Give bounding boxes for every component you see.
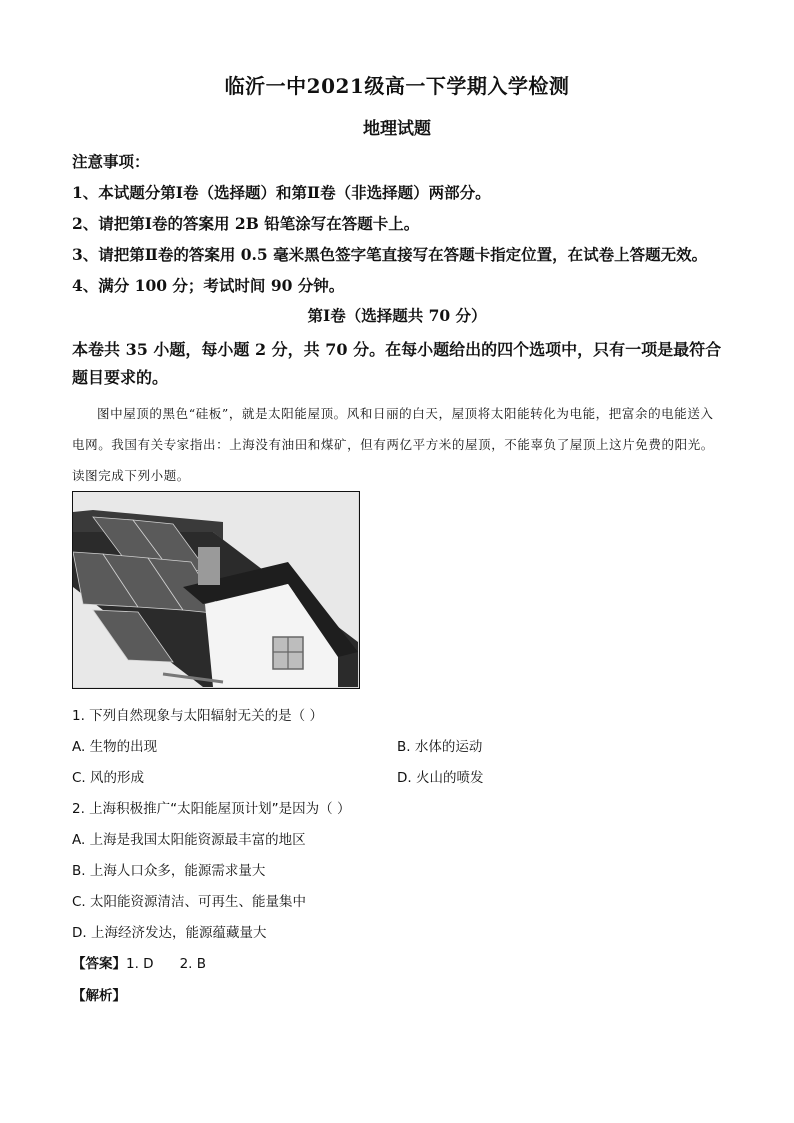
answer-1: 1. D <box>126 956 154 972</box>
note-item-4: 4、满分 100 分；考试时间 90 分钟。 <box>72 276 345 295</box>
answer-2: 2. B <box>179 956 207 972</box>
answer-tag: 【答案】 <box>72 956 126 972</box>
question-2-option-d[interactable]: D. 上海经济发达，能源蕴藏量大 <box>72 925 267 941</box>
question-2-stem: 2. 上海积极推广“太阳能屋顶计划”是因为（ ） <box>72 801 351 817</box>
answer-line <box>72 952 206 972</box>
section-heading: 第Ⅰ卷（选择题共 70 分） <box>307 306 487 325</box>
question-1-option-d[interactable]: D. 火山的喷发 <box>397 770 484 786</box>
question-1-option-c[interactable]: C. 风的形成 <box>72 770 145 786</box>
question-1-option-a[interactable]: A. 生物的出现 <box>72 739 158 755</box>
section-instruction: 本卷共 35 小题，每小题 2 分，共 70 分。在每小题给出的四个选项中，只有一项是最符合题目要求的。 <box>72 340 722 387</box>
notes-heading: 注意事项： <box>72 152 150 171</box>
question-2-option-b[interactable]: B. 上海人口众多，能源需求量大 <box>72 863 266 879</box>
analysis-tag: 【解析】 <box>72 988 126 1004</box>
reading-passage: 图中屋顶的黑色“硅板”，就是太阳能屋顶。风和日丽的白天，屋顶将太阳能转化为电能，把富余的电能送入电网。我国有关专家指出：上海没有油田和煤矿，但有两亿平方米的屋顶，不能辜负了屋顶上这片免费的阳光。读图完成下列小题。 <box>72 406 714 483</box>
solar-roof-photo <box>72 491 360 689</box>
note-item-1: 1、本试题分第Ⅰ卷（选择题）和第Ⅱ卷（非选择题）两部分。 <box>72 183 491 202</box>
exam-title: 临沂一中2021级高一下学期入学检测 <box>224 74 570 98</box>
question-1-option-b[interactable]: B. 水体的运动 <box>397 739 483 755</box>
question-2-option-a[interactable]: A. 上海是我国太阳能资源最丰富的地区 <box>72 832 306 848</box>
exam-subject: 地理试题 <box>363 119 431 139</box>
note-item-3: 3、请把第Ⅱ卷的答案用 0.5 毫米黑色签字笔直接写在答题卡指定位置，在试卷上答题无效。 <box>72 245 708 264</box>
question-2-option-c[interactable]: C. 太阳能资源清洁、可再生、能量集中 <box>72 894 307 910</box>
question-1-stem: 1. 下列自然现象与太阳辐射无关的是（ ） <box>72 708 323 724</box>
note-item-2: 2、请把第Ⅰ卷的答案用 2B 铅笔涂写在答题卡上。 <box>72 214 420 233</box>
